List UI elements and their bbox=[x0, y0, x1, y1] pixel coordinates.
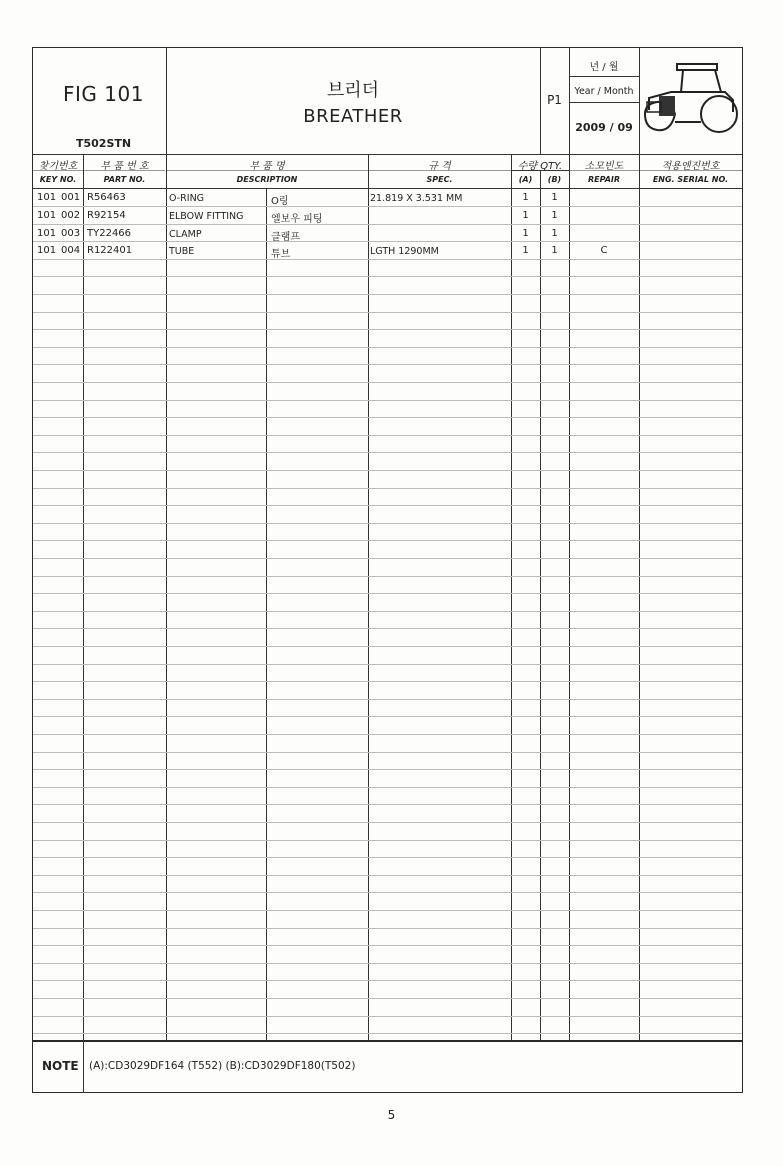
key-prefix: 101 bbox=[37, 245, 57, 256]
col-repair-en: REPAIR bbox=[587, 175, 621, 184]
ruled-line bbox=[33, 646, 742, 647]
col-serial-en: ENG. SERIAL NO. bbox=[652, 175, 729, 184]
ruled-line bbox=[33, 505, 742, 506]
ruled-line bbox=[33, 259, 742, 260]
ruled-line bbox=[33, 628, 742, 629]
part-number: R122401 bbox=[87, 245, 133, 256]
description-ko: 튜브 bbox=[271, 249, 291, 260]
note-top-rule bbox=[33, 1040, 742, 1042]
ruled-line bbox=[33, 928, 742, 929]
ruled-line bbox=[33, 664, 742, 665]
page-code: P1 bbox=[547, 93, 562, 107]
qty-b: 1 bbox=[551, 210, 558, 221]
note-divider bbox=[83, 1040, 84, 1092]
column-line bbox=[569, 154, 570, 1040]
header-bottom-rule bbox=[33, 154, 742, 155]
ruled-line bbox=[33, 224, 742, 225]
description-ko: O링 bbox=[271, 196, 289, 207]
ruled-line bbox=[33, 945, 742, 946]
ruled-line bbox=[33, 294, 742, 295]
key-prefix: 101 bbox=[37, 192, 57, 203]
col-key-ko: 찾기번호 bbox=[38, 161, 78, 172]
qty-a: 1 bbox=[522, 245, 529, 256]
key-number: 003 bbox=[61, 228, 81, 239]
col-desc-en: DESCRIPTION bbox=[236, 175, 298, 184]
note-text: (A):CD3029DF164 (T552) (B):CD3029DF180(T502) bbox=[89, 1060, 356, 1072]
note-label: NOTE bbox=[42, 1059, 79, 1073]
header-divider bbox=[639, 48, 640, 154]
part-number: TY22466 bbox=[87, 228, 132, 239]
description-en: TUBE bbox=[169, 246, 195, 257]
date-rule bbox=[569, 76, 639, 77]
page-number: 5 bbox=[387, 1108, 396, 1122]
ruled-line bbox=[33, 752, 742, 753]
ruled-line bbox=[33, 840, 742, 841]
fig-number: FIG 101 bbox=[63, 82, 144, 106]
column-header-bottom-rule bbox=[33, 188, 742, 189]
parts-sheet bbox=[32, 47, 743, 1093]
ruled-line bbox=[33, 593, 742, 594]
col-part-ko: 부 품 번 호 bbox=[100, 161, 149, 172]
ruled-line bbox=[33, 347, 742, 348]
column-line bbox=[511, 154, 512, 1040]
col-qty: 수량 QTY. bbox=[517, 161, 563, 172]
col-qty-a: (A) bbox=[518, 175, 533, 184]
model-code: T502STN bbox=[76, 137, 132, 150]
col-serial-ko: 적용엔진번호 bbox=[661, 161, 720, 172]
ruled-line bbox=[33, 206, 742, 207]
column-line bbox=[266, 188, 267, 1040]
qty-a: 1 bbox=[522, 210, 529, 221]
ruled-line bbox=[33, 875, 742, 876]
description-en: CLAMP bbox=[169, 229, 202, 240]
qty-a: 1 bbox=[522, 192, 529, 203]
ruled-line bbox=[33, 1016, 742, 1017]
date-label-english: Year / Month bbox=[574, 86, 634, 97]
ruled-line bbox=[33, 241, 742, 242]
ruled-line bbox=[33, 699, 742, 700]
ruled-line bbox=[33, 312, 742, 313]
ruled-line bbox=[33, 998, 742, 999]
part-number: R56463 bbox=[87, 192, 126, 203]
ruled-line bbox=[33, 470, 742, 471]
ruled-line bbox=[33, 980, 742, 981]
ruled-line bbox=[33, 488, 742, 489]
key-prefix: 101 bbox=[37, 210, 57, 221]
key-prefix: 101 bbox=[37, 228, 57, 239]
qty-b: 1 bbox=[551, 245, 558, 256]
column-line bbox=[83, 154, 84, 1040]
ruled-line bbox=[33, 804, 742, 805]
ruled-line bbox=[33, 400, 742, 401]
column-line bbox=[166, 154, 167, 1040]
ruled-line bbox=[33, 558, 742, 559]
ruled-line bbox=[33, 787, 742, 788]
description-en: O-RING bbox=[169, 193, 205, 204]
spec: 21.819 X 3.531 MM bbox=[370, 193, 463, 204]
ruled-line bbox=[33, 822, 742, 823]
ruled-line bbox=[33, 1033, 742, 1034]
ruled-line bbox=[33, 734, 742, 735]
ruled-line bbox=[33, 681, 742, 682]
repair-code: C bbox=[600, 245, 608, 256]
col-spec-en: SPEC. bbox=[426, 175, 453, 184]
tractor-icon bbox=[641, 62, 741, 142]
ruled-line bbox=[33, 417, 742, 418]
ruled-line bbox=[33, 435, 742, 436]
key-number: 002 bbox=[61, 210, 81, 221]
qty-a: 1 bbox=[522, 228, 529, 239]
date-rule bbox=[569, 102, 639, 103]
column-line bbox=[639, 154, 640, 1040]
qty-b: 1 bbox=[551, 228, 558, 239]
part-number: R92154 bbox=[87, 210, 126, 221]
ruled-line bbox=[33, 892, 742, 893]
col-desc-ko: 부 품 명 bbox=[249, 161, 285, 172]
ruled-line bbox=[33, 910, 742, 911]
date-value: 2009 / 09 bbox=[575, 121, 633, 134]
col-key-en: KEY NO. bbox=[39, 175, 77, 184]
description-en: ELBOW FITTING bbox=[169, 211, 244, 222]
description-ko: 엘보우 피팅 bbox=[271, 214, 323, 225]
key-number: 004 bbox=[61, 245, 81, 256]
ruled-line bbox=[33, 540, 742, 541]
column-line bbox=[368, 154, 369, 1040]
ruled-line bbox=[33, 963, 742, 964]
ruled-line bbox=[33, 576, 742, 577]
date-label-korean: 년 / 월 bbox=[589, 62, 619, 73]
col-spec-ko: 규 격 bbox=[428, 161, 451, 172]
col-repair-ko: 소모빈도 bbox=[584, 161, 624, 172]
col-part-en: PART NO. bbox=[103, 175, 146, 184]
ruled-line bbox=[33, 523, 742, 524]
qty-b: 1 bbox=[551, 192, 558, 203]
spec: LGTH 1290MM bbox=[370, 246, 439, 257]
key-number: 001 bbox=[61, 192, 81, 203]
ruled-line bbox=[33, 611, 742, 612]
ruled-line bbox=[33, 716, 742, 717]
title-korean: 브리더 bbox=[326, 80, 380, 101]
ruled-line bbox=[33, 364, 742, 365]
ruled-line bbox=[33, 857, 742, 858]
title-english: BREATHER bbox=[303, 106, 403, 127]
ruled-line bbox=[33, 329, 742, 330]
ruled-line bbox=[33, 382, 742, 383]
ruled-line bbox=[33, 769, 742, 770]
description-ko: 클램프 bbox=[271, 232, 300, 243]
ruled-line bbox=[33, 276, 742, 277]
col-qty-b: (B) bbox=[547, 175, 562, 184]
ruled-line bbox=[33, 452, 742, 453]
